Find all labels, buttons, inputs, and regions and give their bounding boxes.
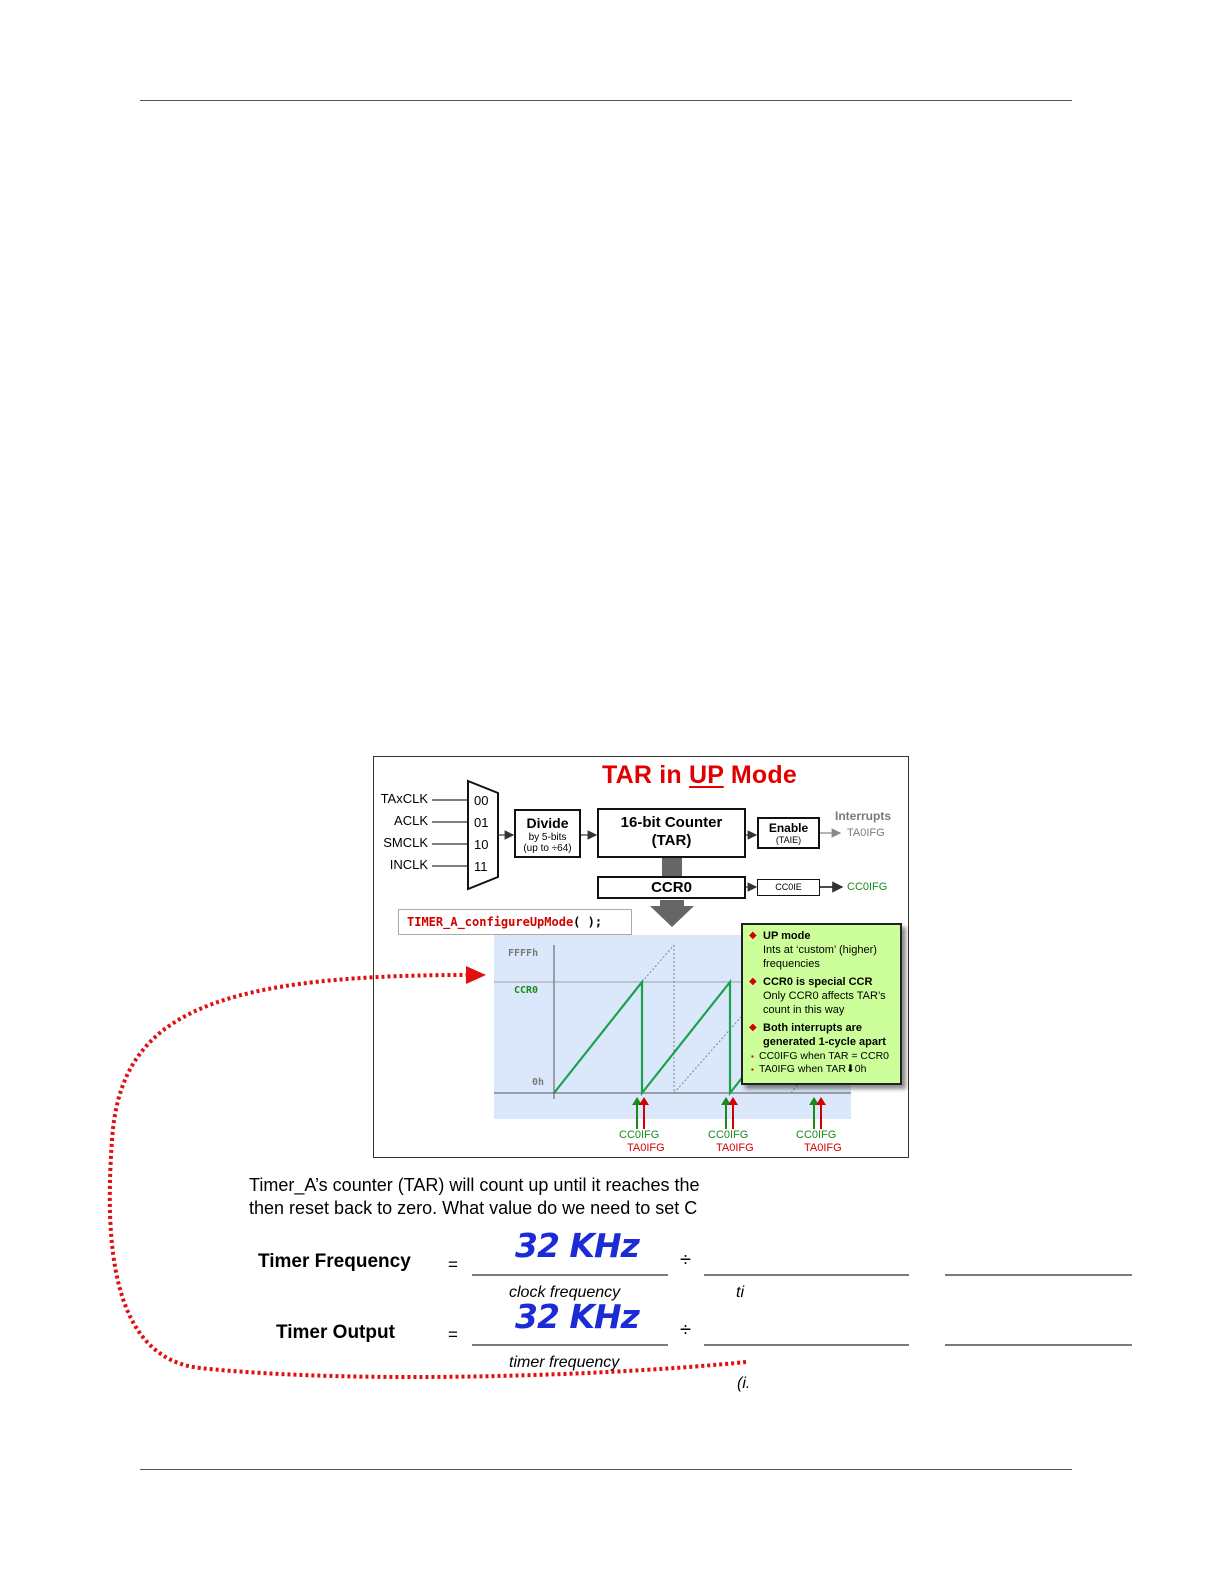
blank-caption: clock frequency <box>509 1284 621 1301</box>
answer-blank[interactable] <box>704 1344 909 1346</box>
plot-zero-label: 0h <box>532 1077 545 1088</box>
mux-input-code: 10 <box>474 837 489 852</box>
taifg-bottom-label: TA0IFG <box>716 1142 754 1154</box>
plot-ccr0-label: CCR0 <box>514 985 539 996</box>
footer-rule <box>140 1469 1072 1470</box>
api-function-name: TIMER_A_configureUpMode <box>407 915 574 929</box>
handwritten-value: 32 KHz <box>515 1297 639 1336</box>
divide-sign: ÷ <box>680 1249 691 1271</box>
note-subitem: ▪ TA0IFG when TAR⬇0h <box>749 1063 896 1076</box>
taifg-bottom-label: TA0IFG <box>804 1142 842 1154</box>
ccie-label: CC0IE <box>775 882 802 892</box>
figure-title: TAR in UP Mode <box>602 761 797 789</box>
interrupts-label: Interrupts <box>835 809 892 823</box>
clock-source-label: ACLK <box>394 813 428 828</box>
answer-blank[interactable] <box>472 1274 668 1276</box>
answer-blank[interactable] <box>945 1274 1132 1276</box>
divider-sub: (up to ÷64) <box>523 843 572 854</box>
blank-caption: (i. <box>737 1375 751 1392</box>
divide-sign: ÷ <box>680 1319 691 1341</box>
answer-blank[interactable] <box>472 1344 668 1346</box>
note-heading: ◆ CCR0 is special CCR <box>763 976 873 988</box>
handwritten-value: 32 KHz <box>515 1226 639 1265</box>
divider-sub: by 5-bits <box>528 832 567 843</box>
counter-sub: (TAR) <box>651 832 692 849</box>
note-heading: ◆ Both interrupts are generated 1-cycle apart <box>763 1022 886 1048</box>
enable-sub: (TAIE) <box>775 835 802 845</box>
taifg-label: TA0IFG <box>847 827 885 839</box>
clock-source-label: INCLK <box>389 857 428 872</box>
clock-source-label: SMCLK <box>383 835 428 850</box>
mux-input-code: 00 <box>474 793 489 808</box>
clock-source-label: TAxCLK <box>380 791 428 806</box>
caption-text <box>249 1174 700 1220</box>
note-body: Only CCR0 affects TAR’s count in this way <box>763 990 886 1016</box>
mux-input-code: 01 <box>474 815 489 830</box>
answer-blank[interactable] <box>945 1344 1132 1346</box>
blank-caption: timer frequency <box>509 1354 620 1371</box>
ccr0-label: CCR0 <box>651 879 692 896</box>
note-heading: ◆ UP mode <box>763 930 811 942</box>
note-body: Ints at ‘custom’ (higher) frequencies <box>763 944 877 970</box>
equals-sign: = <box>448 1255 458 1274</box>
caption-line: then reset back to zero. What value do we need to set C <box>249 1198 698 1218</box>
enable-label: Enable <box>768 821 809 835</box>
divider-label: Divide <box>526 815 569 831</box>
note-subitem: ▪ CC0IFG when TAR = CCR0 <box>749 1050 896 1063</box>
counter-label: 16-bit Counter <box>620 814 723 831</box>
caption-line: Timer_A’s counter (TAR) will count up until it reaches the <box>249 1175 700 1195</box>
timer-frequency-label: Timer Frequency <box>258 1251 411 1272</box>
blank-caption: ti <box>736 1284 744 1301</box>
ccifg-bottom-label: CC0IFG <box>619 1129 660 1141</box>
plot-ffff-label: FFFFh <box>508 948 539 959</box>
equals-sign: = <box>448 1325 458 1344</box>
answer-blank[interactable] <box>704 1274 909 1276</box>
timer-output-label: Timer Output <box>276 1322 395 1343</box>
ccifg-label: CC0IFG <box>847 881 888 893</box>
mux-input-code: 11 <box>474 859 488 874</box>
api-args: ( ); <box>573 915 603 929</box>
taifg-bottom-label: TA0IFG <box>627 1142 665 1154</box>
ccifg-bottom-label: CC0IFG <box>708 1129 749 1141</box>
ccifg-bottom-label: CC0IFG <box>796 1129 837 1141</box>
